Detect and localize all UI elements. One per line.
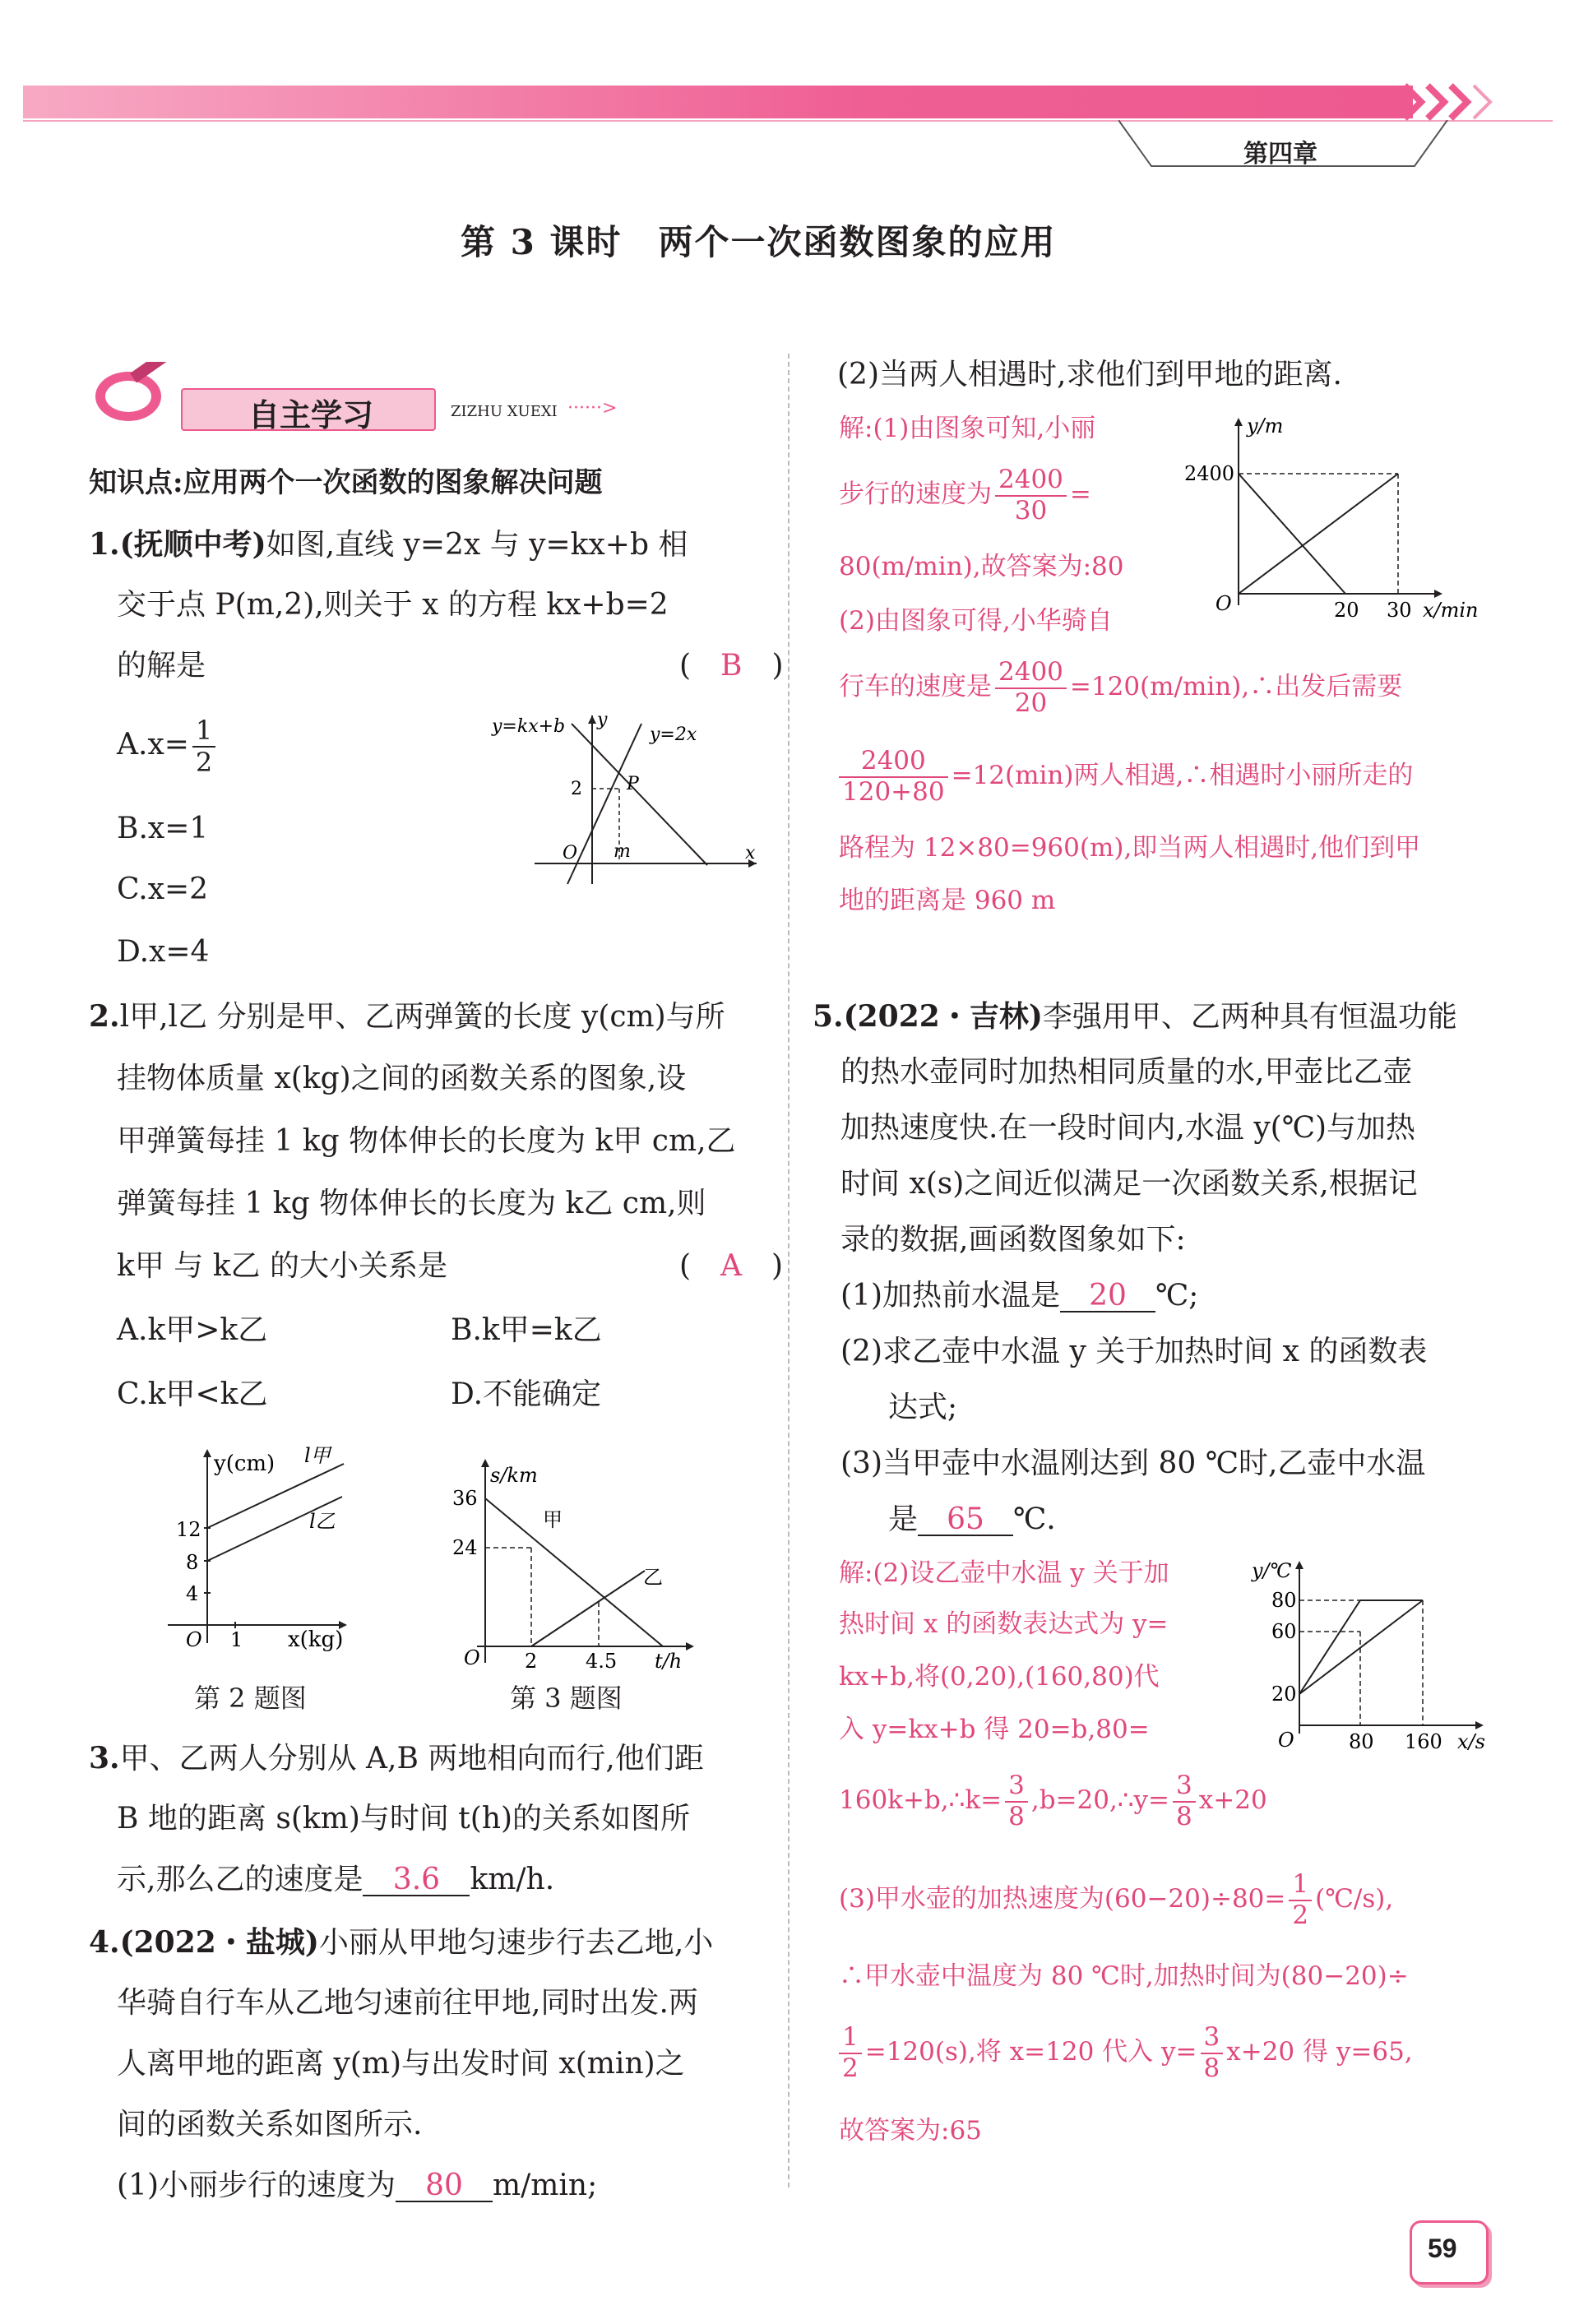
q5-graph xyxy=(1234,1553,1505,1766)
q4-number: 4. xyxy=(89,1925,120,1960)
q2-option-a: A.k甲>k乙 xyxy=(117,1313,268,1347)
q4-solution-line5-den: 20 xyxy=(1014,687,1048,718)
q4-solution-line6-rest: =12(min)两人相遇,∴相遇时小丽所走的 xyxy=(951,761,1414,791)
q4-graph-tick-30: 30 xyxy=(1387,599,1412,622)
q5-part3a: (3)当甲壶中水温刚达到 80 ℃时,乙壶中水温 xyxy=(840,1447,1426,1480)
fig3-caption: 第 3 题图 xyxy=(510,1683,623,1714)
q5-part2a: (2)求乙壶中水温 y 关于加热时间 x 的函数表 xyxy=(840,1335,1428,1368)
q2-line3: 甲弹簧每挂 1 kg 物体伸长的长度为 k甲 cm,乙 xyxy=(117,1124,736,1158)
q3-text1: 甲、乙两人分别从 A,B 两地相向而行,他们距 xyxy=(119,1742,704,1775)
fig2-ylabel: y(cm) xyxy=(214,1451,276,1476)
fig3-tick-4-5: 4.5 xyxy=(586,1650,618,1673)
chapter-label: 第四章 xyxy=(1243,140,1317,169)
q1-option-b: B.x=1 xyxy=(117,812,209,845)
q5-solution-line8-b: x+20 得 y=65, xyxy=(1226,2037,1413,2067)
q4-solution-line2-num: 2400 xyxy=(995,465,1067,497)
fig2-graph xyxy=(156,1437,370,1668)
q4-line2: 华骑自行车从乙地匀速前往甲地,同时出发.两 xyxy=(117,1986,698,2020)
q2-line5: k甲 与 k乙 的大小关系是 xyxy=(117,1249,447,1283)
q2-option-c: C.k甲<k乙 xyxy=(117,1377,268,1411)
q4-solution-line2-den: 30 xyxy=(1014,495,1048,525)
page-number: 59 xyxy=(1428,2234,1457,2263)
q5-graph-tick-80: 80 xyxy=(1271,1589,1297,1612)
q5-part1-answer: 20 xyxy=(1060,1281,1155,1312)
fig2-tick-1: 1 xyxy=(230,1628,243,1651)
q5-line1 xyxy=(813,999,1457,1034)
q2-answer: A xyxy=(720,1249,743,1283)
q5-part3-text: 是 xyxy=(888,1502,919,1536)
q5-solution-line6-num: 1 xyxy=(1289,1870,1312,1901)
q4-solution-line2 xyxy=(839,465,1091,525)
fig3-tick-2: 2 xyxy=(525,1650,538,1673)
q5-solution-line8-a: =120(s),将 x=120 代入 y= xyxy=(864,2037,1197,2067)
q3-unit: km/h. xyxy=(470,1863,555,1896)
q4-line3: 人离甲地的距离 y(m)与出发时间 x(min)之 xyxy=(117,2047,685,2081)
q5-solution-line5-frac1 xyxy=(1005,1771,1028,1831)
q4-solution-line4: (2)由图象可得,小华骑自 xyxy=(839,606,1113,636)
q4-solution-line5-rest: =120(m/min),∴出发后需要 xyxy=(1069,672,1403,702)
q1-line1 xyxy=(89,527,688,562)
q5-solution-line5-c: x+20 xyxy=(1198,1785,1267,1816)
q4-part2: (2)当两人相遇时,求他们到甲地的距离. xyxy=(837,358,1342,391)
q5-solution-line6-a: (3)甲水壶的加热速度为(60−20)÷80= xyxy=(839,1884,1286,1914)
q3-answer: 3.6 xyxy=(363,1865,470,1896)
q2-number: 2. xyxy=(89,999,120,1034)
fig2-caption: 第 2 题图 xyxy=(194,1683,307,1714)
q1-source: (抚顺中考) xyxy=(119,527,266,562)
q5-solution-line6-frac xyxy=(1289,1870,1312,1930)
q1-option-a xyxy=(117,715,219,778)
q5-graph-ylabel: y/℃ xyxy=(1252,1559,1292,1582)
q5-solution-line8-num1: 1 xyxy=(839,2023,862,2054)
q2-text1: l甲,l乙 分别是甲、乙两弹簧的长度 y(cm)与所 xyxy=(119,1000,725,1034)
fig2-origin: O xyxy=(186,1628,202,1651)
q4-solution-line6-frac xyxy=(839,747,948,807)
q5-graph-x80: 80 xyxy=(1349,1730,1374,1753)
q5-part3b xyxy=(888,1502,1056,1536)
q4-solution-line5 xyxy=(839,658,1402,718)
q5-number: 5. xyxy=(813,999,844,1034)
q2-line2: 挂物体质量 x(kg)之间的函数关系的图象,设 xyxy=(117,1062,687,1095)
section-label: 自主学习 xyxy=(248,396,374,433)
q5-solution-line7: ∴甲水壶中温度为 80 ℃时,加热时间为(80−20)÷ xyxy=(839,1961,1409,1991)
fig3-graph xyxy=(444,1451,707,1673)
fig3-xlabel: t/h xyxy=(655,1650,683,1673)
fig3-ylabel: s/km xyxy=(490,1464,538,1487)
q1-graph-point-p: P xyxy=(627,774,639,794)
fig2-xlabel: x(kg) xyxy=(288,1627,344,1652)
q1-option-a-num: 1 xyxy=(192,715,215,748)
fig3-tick-24: 24 xyxy=(452,1536,478,1559)
q1-option-a-den: 2 xyxy=(195,746,213,778)
q5-part3-unit: ℃. xyxy=(1013,1502,1056,1536)
q4-solution-line2-eq: = xyxy=(1069,479,1091,510)
q1-option-c: C.x=2 xyxy=(117,873,209,906)
q1-graph-tick-m: m xyxy=(614,841,631,862)
q3-text3: 示,那么乙的速度是 xyxy=(117,1863,363,1896)
q5-solution-line5-frac2 xyxy=(1173,1771,1196,1831)
fig2-tick-8: 8 xyxy=(186,1551,199,1574)
q5-text1: 李强用甲、乙两种具有恒温功能 xyxy=(1042,1000,1457,1034)
fig3-origin: O xyxy=(464,1646,480,1669)
q1-graph-label-x: x xyxy=(745,843,756,863)
q5-solution-line8-den1: 2 xyxy=(842,2053,859,2083)
q2-line1 xyxy=(89,999,725,1034)
q5-solution-line5 xyxy=(839,1771,1267,1831)
q4-solution-line2-text: 步行的速度为 xyxy=(839,479,992,510)
q3-line2: B 地的距离 s(km)与时间 t(h)的关系如图所 xyxy=(117,1802,691,1836)
knowledge-point: 知识点:应用两个一次函数的图象解决问题 xyxy=(89,466,603,499)
q5-solution-line6-b: (℃/s), xyxy=(1315,1884,1394,1914)
header-chevrons-icon xyxy=(1398,81,1505,123)
q5-line2: 的热水壶同时加热相同质量的水,甲壶比乙壶 xyxy=(840,1055,1413,1089)
q5-solution-line5-den1: 8 xyxy=(1008,1801,1025,1831)
q4-solution-line8: 地的距离是 960 m xyxy=(839,886,1056,915)
q5-line4: 时间 x(s)之间近似满足一次函数关系,根据记 xyxy=(840,1167,1418,1201)
q4-solution-line5-num: 2400 xyxy=(995,658,1067,689)
lesson-title: 第 3 课时 两个一次函数图象的应用 xyxy=(461,222,1057,262)
q1-option-a-fraction xyxy=(192,715,215,778)
q4-graph-origin: O xyxy=(1216,592,1232,615)
q5-solution-line4: 入 y=kx+b 得 20=b,80= xyxy=(839,1715,1150,1744)
q5-solution-line8 xyxy=(839,2023,1413,2083)
q4-solution-line2-frac xyxy=(995,465,1067,525)
q2-option-b: B.k甲=k乙 xyxy=(451,1313,602,1347)
q5-solution-line8-num2: 3 xyxy=(1201,2023,1224,2054)
fig2-tick-4: 4 xyxy=(186,1582,199,1605)
q1-graph xyxy=(485,707,765,888)
q5-solution-line2: 热时间 x 的函数表达式为 y= xyxy=(839,1609,1169,1639)
q1-answer: B xyxy=(720,649,743,683)
q1-line2: 交于点 P(m,2),则关于 x 的方程 kx+b=2 xyxy=(117,588,669,622)
q5-solution-line8-frac1 xyxy=(839,2023,862,2083)
fig2-line-jia: l甲 xyxy=(304,1444,331,1467)
q3-line3 xyxy=(117,1865,554,1896)
q5-solution-line3: kx+b,将(0,20),(160,80)代 xyxy=(839,1662,1160,1692)
q5-graph-xlabel: x/s xyxy=(1457,1730,1485,1753)
q4-line4: 间的函数关系如图所示. xyxy=(117,2108,423,2141)
section-pinyin: ZIZHU XUEXI xyxy=(451,403,558,420)
q3-number: 3. xyxy=(89,1741,120,1775)
header-band xyxy=(23,86,1413,118)
q1-number: 1. xyxy=(89,527,120,562)
q3-line1 xyxy=(89,1743,704,1774)
q4-solution-line6-den: 120+80 xyxy=(842,776,945,807)
q5-solution-line5-num2: 3 xyxy=(1173,1771,1196,1803)
q5-solution-line8-frac2 xyxy=(1201,2023,1224,2083)
q4-solution-line3: 80(m/min),故答案为:80 xyxy=(839,552,1124,581)
q5-solution-line5-num1: 3 xyxy=(1005,1771,1028,1803)
q5-part1 xyxy=(840,1281,1198,1312)
q5-solution-line5-a: 160k+b,∴k= xyxy=(839,1785,1003,1816)
fig3-line-yi: 乙 xyxy=(643,1566,663,1589)
q5-solution-line6-den: 2 xyxy=(1292,1900,1309,1930)
q5-part3-answer: 65 xyxy=(918,1505,1013,1536)
q4-solution-line6 xyxy=(839,747,1413,807)
q4-part1-text: (1)小丽步行的速度为 xyxy=(117,2169,396,2202)
q1-graph-origin: O xyxy=(563,843,578,863)
fig2-line-yi: l乙 xyxy=(309,1510,336,1533)
fig3-line-jia: 甲 xyxy=(543,1508,563,1531)
q5-graph-origin: O xyxy=(1278,1729,1294,1752)
q4-source: (2022・盐城) xyxy=(119,1925,319,1960)
q5-solution-line5-b: ,b=20,∴y= xyxy=(1030,1785,1170,1816)
q5-solution-line1: 解:(2)设乙壶中水温 y 关于加 xyxy=(839,1558,1169,1588)
q5-solution-line5-den2: 8 xyxy=(1176,1801,1192,1831)
q5-line3: 加热速度快.在一段时间内,水温 y(℃)与加热 xyxy=(840,1111,1416,1145)
q5-part2b: 达式; xyxy=(888,1391,958,1424)
q5-solution-line6 xyxy=(839,1870,1393,1930)
q1-answer-bracket: ( B ) xyxy=(679,649,784,683)
q5-graph-x160: 160 xyxy=(1405,1730,1442,1753)
q4-graph-tick-2400: 2400 xyxy=(1184,462,1235,485)
q2-line4: 弹簧每挂 1 kg 物体伸长的长度为 k乙 cm,则 xyxy=(117,1187,706,1220)
q2-answer-bracket: ( A ) xyxy=(679,1249,784,1283)
q5-line5: 录的数据,画函数图象如下: xyxy=(840,1223,1186,1257)
q1-graph-label-y: y xyxy=(597,710,608,730)
q4-graph xyxy=(1176,408,1497,630)
q5-solution-line8-den2: 8 xyxy=(1203,2053,1220,2083)
q2-option-d: D.不能确定 xyxy=(451,1377,602,1411)
q1-option-d: D.x=4 xyxy=(117,935,210,969)
fig2-tick-12: 12 xyxy=(176,1518,201,1541)
q4-graph-ylabel: y/m xyxy=(1247,414,1284,437)
q4-solution-line1: 解:(1)由图象可知,小丽 xyxy=(839,414,1096,443)
q4-solution-line5-text: 行车的速度是 xyxy=(839,672,992,702)
q1-line3: 的解是 xyxy=(117,649,206,683)
q1-option-a-prefix: A.x= xyxy=(117,727,189,762)
q5-solution-line9: 故答案为:65 xyxy=(839,2116,982,2146)
q4-part1 xyxy=(117,2171,597,2202)
q4-part1-answer: 80 xyxy=(396,2171,493,2202)
q1-graph-tick-2: 2 xyxy=(571,779,582,799)
q5-part1-unit: ℃; xyxy=(1155,1279,1199,1312)
q4-graph-tick-20: 20 xyxy=(1334,599,1359,622)
q4-part1-unit: m/min; xyxy=(493,2169,598,2202)
q4-solution-line6-num: 2400 xyxy=(839,747,948,778)
q5-source: (2022・吉林) xyxy=(843,999,1043,1034)
q5-part1-text: (1)加热前水温是 xyxy=(840,1279,1060,1312)
q4-text1: 小丽从甲地匀速步行去乙地,小 xyxy=(318,1926,714,1960)
column-divider xyxy=(788,354,790,2187)
pencil-icon xyxy=(89,362,179,428)
section-dots: ······> xyxy=(567,398,618,419)
q1-graph-label-kxb: y=kx+b xyxy=(492,716,566,737)
q4-line1 xyxy=(89,1925,714,1960)
q4-graph-xlabel: x/min xyxy=(1423,599,1479,622)
q4-solution-line5-frac xyxy=(995,658,1067,718)
q5-graph-tick-60: 60 xyxy=(1271,1620,1297,1643)
q1-graph-label-2x: y=2x xyxy=(650,725,697,745)
q5-graph-tick-20: 20 xyxy=(1271,1683,1297,1706)
q1-text1: 如图,直线 y=2x 与 y=kx+b 相 xyxy=(266,528,688,562)
fig3-tick-36: 36 xyxy=(452,1487,478,1510)
q4-solution-line7: 路程为 12×80=960(m),即当两人相遇时,他们到甲 xyxy=(839,833,1421,863)
